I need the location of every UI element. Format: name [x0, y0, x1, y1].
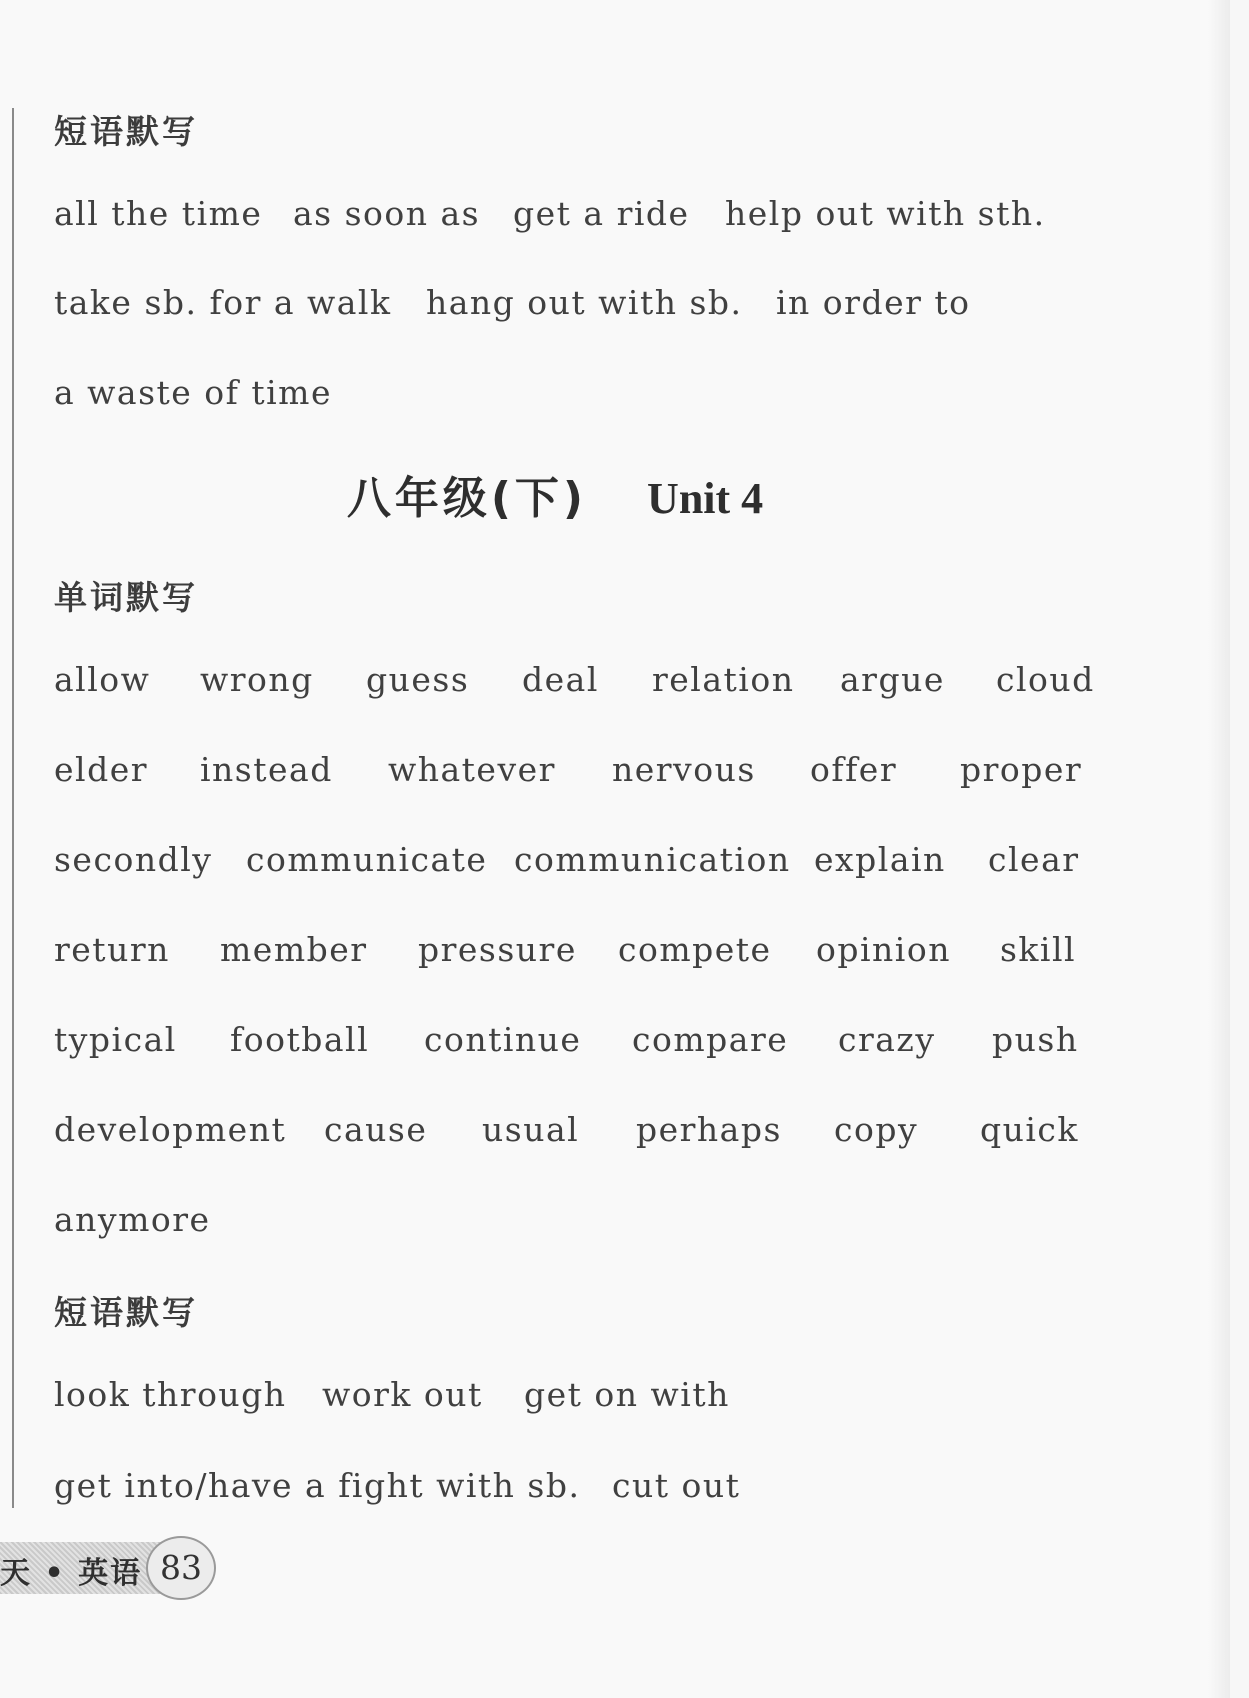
word-item: compare	[632, 1020, 789, 1059]
word-row-3	[54, 840, 1080, 879]
phrase-row-1	[54, 194, 1046, 233]
phrases-heading-1: 短语默写	[54, 112, 198, 151]
phrase-item: work out	[322, 1375, 483, 1414]
unit-title	[0, 462, 1110, 526]
word-item: development	[54, 1110, 287, 1149]
word-item: instead	[200, 750, 333, 789]
phrase-item: as soon as	[293, 194, 481, 233]
phrase-row-2	[54, 283, 971, 322]
word-row-2	[54, 750, 1082, 789]
word-item: whatever	[388, 750, 556, 789]
margin-line	[12, 108, 14, 1508]
word-item: argue	[840, 660, 945, 699]
words-heading: 单词默写	[54, 578, 198, 617]
word-row-7	[54, 1200, 211, 1239]
word-item: compete	[618, 930, 772, 969]
word-item: opinion	[816, 930, 951, 969]
phrase-item: all the time	[54, 194, 263, 233]
phrase-item: in order to	[776, 283, 971, 322]
word-item: cloud	[996, 660, 1095, 699]
word-row-4	[54, 930, 1076, 969]
page-edge-shadow	[1208, 0, 1230, 1698]
word-item: deal	[522, 660, 599, 699]
word-item: nervous	[612, 750, 756, 789]
word-item: quick	[980, 1110, 1079, 1149]
phrase-item: hang out with sb.	[426, 283, 743, 322]
phrase-item: take sb. for a walk	[54, 283, 392, 322]
word-row-5	[54, 1020, 1079, 1059]
word-row-6	[54, 1110, 1079, 1149]
phrase-row-5	[54, 1466, 740, 1505]
word-item: push	[992, 1020, 1079, 1059]
word-item: allow	[54, 660, 151, 699]
word-item: cause	[324, 1110, 428, 1149]
word-item: relation	[652, 660, 795, 699]
grade-label: 八年级(下)	[346, 473, 588, 524]
phrases-heading-2: 短语默写	[54, 1293, 198, 1332]
word-item: offer	[810, 750, 898, 789]
word-item: elder	[54, 750, 149, 789]
word-item: member	[220, 930, 368, 969]
page-number: 83	[146, 1536, 216, 1600]
word-item: crazy	[838, 1020, 936, 1059]
word-item: pressure	[418, 930, 577, 969]
word-item: communication	[514, 840, 791, 879]
phrase-row-4	[54, 1375, 730, 1414]
phrase-item: look through	[54, 1375, 287, 1414]
word-item: perhaps	[636, 1110, 782, 1149]
phrase-item: get into/have a fight with sb.	[54, 1466, 581, 1505]
word-item: secondly	[54, 840, 213, 879]
word-item: wrong	[200, 660, 314, 699]
word-item: guess	[366, 660, 470, 699]
word-item: continue	[424, 1020, 582, 1059]
footer-label: 天 • 英语	[0, 1556, 143, 1591]
word-item: anymore	[54, 1200, 211, 1239]
phrase-row-3	[54, 373, 332, 412]
word-item: skill	[1000, 930, 1077, 969]
phrase-item: help out with sth.	[725, 194, 1046, 233]
phrase-item: get a ride	[513, 194, 690, 233]
word-item: clear	[988, 840, 1080, 879]
word-item: communicate	[246, 840, 488, 879]
word-item: return	[54, 930, 170, 969]
word-item: football	[230, 1020, 370, 1059]
page-footer	[0, 1536, 220, 1600]
phrase-item: a waste of time	[54, 373, 333, 412]
phrase-item: get on with	[524, 1375, 730, 1414]
phrase-item: cut out	[612, 1466, 741, 1505]
word-item: usual	[482, 1110, 580, 1149]
word-item: explain	[814, 840, 946, 879]
word-item: copy	[834, 1110, 919, 1149]
word-row-1	[54, 660, 1095, 699]
word-item: proper	[960, 750, 1083, 789]
unit-label: Unit 4	[647, 474, 764, 523]
word-item: typical	[54, 1020, 177, 1059]
